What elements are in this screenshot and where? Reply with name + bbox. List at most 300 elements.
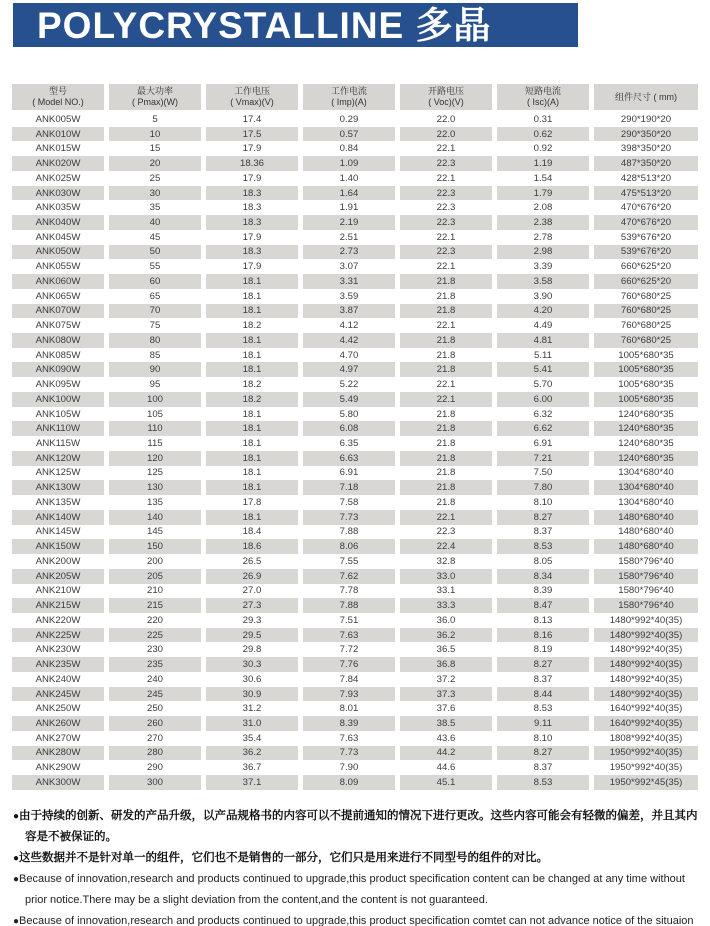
table-cell: 8.27 xyxy=(497,746,589,761)
page-title: POLYCRYSTALLINE 多晶 xyxy=(37,4,492,46)
table-cell: 5 xyxy=(152,113,158,125)
table-cell: 36.8 xyxy=(400,657,492,672)
table-cell: 8.06 xyxy=(303,539,395,554)
table-cell: ANK005W xyxy=(35,113,81,125)
table-row xyxy=(12,510,698,525)
table-cell: 215 xyxy=(109,598,201,613)
table-cell: ANK120W xyxy=(12,451,104,466)
table-cell: 17.5 xyxy=(206,127,298,142)
table-row xyxy=(12,672,698,687)
table-cell: 2.78 xyxy=(533,231,553,243)
table-cell: 1640*992*40(35) xyxy=(609,703,683,715)
table-cell: 37.6 xyxy=(436,703,456,715)
table-cell: 1480*680*40 xyxy=(594,510,698,525)
table-cell: ANK020W xyxy=(12,156,104,171)
table-cell: 8.37 xyxy=(533,526,553,538)
table-cell: 60 xyxy=(109,274,201,289)
table-cell: 18.1 xyxy=(206,304,298,319)
table-cell: 2.98 xyxy=(497,245,589,260)
table-cell: 8.39 xyxy=(303,716,395,731)
table-cell: ANK230W xyxy=(35,644,81,656)
table-cell: 8.10 xyxy=(533,496,553,508)
footnote-zh-1: ●由于持续的创新、研发的产品升级，以产品规格书的内容可以不提前通知的情况下进行更改。这些内容可能会有轻微的偏差，并且其内容是不被保证的。 xyxy=(13,810,698,843)
table-cell: 18.1 xyxy=(242,349,262,361)
table-cell: 21.8 xyxy=(400,451,492,466)
table-cell: 18.1 xyxy=(206,480,298,495)
table-cell: 1480*992*40(35) xyxy=(594,687,698,702)
table-cell: 18.1 xyxy=(242,408,262,420)
table-cell: 40 xyxy=(109,215,201,230)
footnote-en-2: ●Because of innovation,research and products continued to upgrade,this product specification comtet can not advance notice of the situaion xyxy=(13,915,694,926)
table-cell: 20 xyxy=(109,156,201,171)
table-cell: 290*190*20 xyxy=(620,113,672,125)
table-cell: ANK260W xyxy=(12,716,104,731)
table-cell: 1808*992*40(35) xyxy=(609,732,683,744)
table-cell: ANK080W xyxy=(12,333,104,348)
table-cell: 1480*992*40(35) xyxy=(609,644,683,656)
table-row xyxy=(12,436,698,451)
table-cell: 5.22 xyxy=(339,379,359,391)
table-cell: 3.58 xyxy=(497,274,589,289)
table-cell: ANK250W xyxy=(35,703,81,715)
table-cell: 7.63 xyxy=(303,628,395,643)
table-cell: 32.8 xyxy=(436,555,456,567)
table-cell: 18.1 xyxy=(206,421,298,436)
table-cell: 18.3 xyxy=(242,202,262,214)
table-cell: ANK205W xyxy=(12,569,104,584)
table-cell: 22.4 xyxy=(400,539,492,554)
table-cell: 105 xyxy=(146,408,163,420)
bullet-icon: ● xyxy=(13,874,20,885)
table-cell: 290 xyxy=(146,762,163,774)
table-row xyxy=(12,760,698,775)
table-cell: 22.1 xyxy=(400,510,492,525)
bullet-icon: ● xyxy=(13,853,20,864)
table-cell: 7.84 xyxy=(339,673,359,685)
table-cell: 1304*680*40 xyxy=(594,480,698,495)
table-cell: 1480*992*40(35) xyxy=(594,628,698,643)
table-cell: 1240*680*35 xyxy=(594,451,698,466)
table-cell: 22.1 xyxy=(436,261,456,273)
table-cell: 100 xyxy=(109,392,201,407)
col-header-size: 组件尺寸 ( mm) xyxy=(594,84,698,110)
table-cell: 36.5 xyxy=(436,644,456,656)
table-cell: 7.73 xyxy=(303,746,395,761)
table-cell: 125 xyxy=(146,467,163,479)
table-row xyxy=(12,480,698,495)
table-cell: 8.09 xyxy=(303,775,395,790)
table-cell: 6.91 xyxy=(339,467,359,479)
table-cell: ANK070W xyxy=(12,304,104,319)
col-header-model: 型号 ( Model NO.) xyxy=(12,84,104,110)
table-row xyxy=(12,127,698,142)
table-cell: 1.09 xyxy=(303,156,395,171)
table-cell: 7.63 xyxy=(339,732,359,744)
table-row xyxy=(12,598,698,613)
table-row xyxy=(12,746,698,761)
table-cell: 1005*680*35 xyxy=(618,349,674,361)
table-row xyxy=(12,392,698,407)
table-cell: 230 xyxy=(146,644,163,656)
table-cell: 1005*680*35 xyxy=(594,362,698,377)
table-cell: 245 xyxy=(109,687,201,702)
table-cell: 7.51 xyxy=(339,614,359,626)
table-cell: 1240*680*35 xyxy=(594,421,698,436)
table-cell: 1480*680*40 xyxy=(594,539,698,554)
table-cell: 2.51 xyxy=(339,231,359,243)
table-row xyxy=(12,186,698,201)
table-cell: 475*513*20 xyxy=(594,186,698,201)
page-banner xyxy=(13,3,578,47)
table-cell: 22.3 xyxy=(400,215,492,230)
table-cell: 7.78 xyxy=(339,585,359,597)
table-cell: 760*680*25 xyxy=(620,290,672,302)
table-cell: 25 xyxy=(149,172,161,184)
table-cell: 37.1 xyxy=(206,775,298,790)
table-cell: 3.90 xyxy=(533,290,553,302)
table-cell: 31.0 xyxy=(206,716,298,731)
table-cell: 22.3 xyxy=(400,245,492,260)
table-row xyxy=(12,466,698,481)
table-body xyxy=(12,112,698,790)
table-cell: 36.7 xyxy=(242,762,262,774)
table-row xyxy=(12,716,698,731)
table-row xyxy=(12,584,698,599)
table-cell: 1.91 xyxy=(339,202,359,214)
table-cell: 2.19 xyxy=(303,215,395,230)
table-cell: 7.18 xyxy=(303,480,395,495)
table-cell: 260 xyxy=(109,716,201,731)
table-cell: 21.8 xyxy=(400,304,492,319)
table-row xyxy=(12,112,698,127)
table-cell: 50 xyxy=(109,245,201,260)
table-cell: 7.93 xyxy=(303,687,395,702)
table-cell: 29.5 xyxy=(206,628,298,643)
table-cell: 225 xyxy=(109,628,201,643)
table-cell: 36.0 xyxy=(436,614,456,626)
table-cell: 760*680*25 xyxy=(594,333,698,348)
table-cell: 1580*796*40 xyxy=(618,585,674,597)
table-cell: 3.31 xyxy=(303,274,395,289)
table-cell: ANK105W xyxy=(35,408,81,420)
table-row xyxy=(12,642,698,657)
table-cell: ANK060W xyxy=(12,274,104,289)
table-cell: 44.2 xyxy=(400,746,492,761)
table-cell: 22.1 xyxy=(436,379,456,391)
table-cell: 37.3 xyxy=(400,687,492,702)
table-cell: 1240*680*35 xyxy=(618,438,674,450)
table-cell: 29.3 xyxy=(242,614,262,626)
table-cell: 7.80 xyxy=(497,480,589,495)
table-cell: 7.88 xyxy=(339,526,359,538)
table-cell: 22.0 xyxy=(400,127,492,142)
table-cell: 250 xyxy=(146,703,163,715)
table-cell: 205 xyxy=(109,569,201,584)
table-cell: 140 xyxy=(109,510,201,525)
table-cell: 8.44 xyxy=(497,687,589,702)
table-cell: 145 xyxy=(146,526,163,538)
table-cell: 18.3 xyxy=(206,245,298,260)
table-cell: 7.76 xyxy=(303,657,395,672)
table-row xyxy=(12,407,698,422)
col-header-vmax: 工作电压 ( Vmax)(V) xyxy=(206,84,298,110)
table-cell: 8.47 xyxy=(497,598,589,613)
table-cell: 30.9 xyxy=(206,687,298,702)
bullet-icon: ● xyxy=(13,916,20,926)
table-row xyxy=(12,421,698,436)
table-row xyxy=(12,245,698,260)
table-cell: 660*625*20 xyxy=(620,261,672,273)
table-cell: ANK090W xyxy=(12,362,104,377)
table-cell: 8.53 xyxy=(533,703,553,715)
col-header-pmax: 最大功率 ( Pmax)(W) xyxy=(109,84,201,110)
table-cell: 0.84 xyxy=(339,143,359,155)
table-cell: ANK050W xyxy=(12,245,104,260)
table-cell: 22.3 xyxy=(436,202,456,214)
table-cell: 45 xyxy=(149,231,161,243)
table-row xyxy=(12,701,698,716)
table-cell: 5.49 xyxy=(303,392,395,407)
table-cell: 21.8 xyxy=(400,421,492,436)
table-cell: 22.3 xyxy=(436,526,456,538)
table-row xyxy=(12,525,698,540)
table-cell: 2.38 xyxy=(497,215,589,230)
table-row xyxy=(12,554,698,569)
table-cell: 22.3 xyxy=(400,156,492,171)
table-cell: 428*513*20 xyxy=(620,172,672,184)
table-row xyxy=(12,613,698,628)
table-cell: 4.81 xyxy=(497,333,589,348)
table-cell: 398*350*20 xyxy=(620,143,672,155)
table-cell: 75 xyxy=(149,320,161,332)
table-cell: ANK200W xyxy=(35,555,81,567)
table-cell: 55 xyxy=(149,261,161,273)
table-cell: 1304*680*40 xyxy=(618,467,674,479)
table-cell: 18.6 xyxy=(206,539,298,554)
table-cell: 8.37 xyxy=(533,673,553,685)
table-cell: 1240*680*35 xyxy=(618,408,674,420)
table-cell: 21.8 xyxy=(400,274,492,289)
table-cell: 22.1 xyxy=(400,392,492,407)
table-row xyxy=(12,495,698,510)
table-cell: 8.39 xyxy=(533,585,553,597)
table-cell: 760*680*25 xyxy=(620,320,672,332)
table-cell: ANK240W xyxy=(35,673,81,685)
table-cell: 36.2 xyxy=(400,628,492,643)
table-cell: 1480*992*40(35) xyxy=(609,614,683,626)
table-cell: ANK085W xyxy=(35,349,81,361)
table-cell: ANK225W xyxy=(12,628,104,643)
table-cell: 240 xyxy=(146,673,163,685)
table-cell: 6.00 xyxy=(497,392,589,407)
table-cell: 290*350*20 xyxy=(594,127,698,142)
table-cell: ANK215W xyxy=(12,598,104,613)
table-cell: 21.8 xyxy=(436,496,456,508)
table-cell: 6.32 xyxy=(533,408,553,420)
table-cell: 45.1 xyxy=(400,775,492,790)
table-cell: 22.1 xyxy=(436,320,456,332)
table-cell: 22.3 xyxy=(400,186,492,201)
table-cell: 4.42 xyxy=(303,333,395,348)
table-cell: ANK300W xyxy=(12,775,104,790)
table-cell: 150 xyxy=(109,539,201,554)
table-cell: 0.62 xyxy=(497,127,589,142)
table-row xyxy=(12,569,698,584)
table-cell: 1480*680*40 xyxy=(618,526,674,538)
table-cell: 22.1 xyxy=(436,172,456,184)
table-cell: 270 xyxy=(146,732,163,744)
table-cell: ANK110W xyxy=(12,421,104,436)
col-header-imp: 工作电流 ( Imp)(A) xyxy=(303,84,395,110)
table-cell: 26.9 xyxy=(206,569,298,584)
table-cell: 1.40 xyxy=(339,172,359,184)
table-row xyxy=(12,657,698,672)
spec-table xyxy=(12,84,698,790)
table-cell: 280 xyxy=(109,746,201,761)
table-cell: 1480*992*40(35) xyxy=(609,673,683,685)
table-cell: 17.9 xyxy=(242,143,262,155)
table-cell: 33.0 xyxy=(400,569,492,584)
table-cell: 110 xyxy=(109,421,201,436)
table-cell: 7.58 xyxy=(339,496,359,508)
table-cell: 18.1 xyxy=(206,451,298,466)
table-cell: 6.63 xyxy=(303,451,395,466)
table-cell: 1580*796*40 xyxy=(594,598,698,613)
table-row xyxy=(12,171,698,186)
table-cell: 1.79 xyxy=(497,186,589,201)
table-cell: 1580*796*40 xyxy=(594,569,698,584)
table-cell: ANK025W xyxy=(35,172,81,184)
table-cell: 135 xyxy=(146,496,163,508)
table-cell: ANK115W xyxy=(35,438,81,450)
table-cell: 8.53 xyxy=(497,539,589,554)
table-cell: 8.16 xyxy=(497,628,589,643)
table-cell: 5.41 xyxy=(497,362,589,377)
table-cell: 1950*992*40(35) xyxy=(609,762,683,774)
table-cell: 3.39 xyxy=(533,261,553,273)
table-cell: 17.9 xyxy=(242,172,262,184)
table-cell: 30.6 xyxy=(242,673,262,685)
table-cell: 21.8 xyxy=(400,333,492,348)
footnote-en-1: ●Because of innovation,research and products continued to upgrade,this product specification content can be changed at any time without prior notice.There may be a slight deviation from the content,and the content is not guaranteed. xyxy=(13,873,685,906)
table-cell: 4.20 xyxy=(497,304,589,319)
table-cell: 8.27 xyxy=(497,657,589,672)
table-cell: 6.62 xyxy=(497,421,589,436)
table-row xyxy=(12,259,698,274)
table-cell: 470*676*20 xyxy=(594,215,698,230)
table-cell: ANK290W xyxy=(35,762,81,774)
table-cell: 8.27 xyxy=(497,510,589,525)
table-cell: 65 xyxy=(149,290,161,302)
table-cell: 21.8 xyxy=(436,290,456,302)
table-cell: 1.64 xyxy=(303,186,395,201)
table-cell: 235 xyxy=(109,657,201,672)
col-header-isc: 短路电流 ( Isc)(A) xyxy=(497,84,589,110)
table-row xyxy=(12,451,698,466)
table-cell: 21.8 xyxy=(400,362,492,377)
table-cell: 21.8 xyxy=(400,480,492,495)
table-row xyxy=(12,141,698,156)
table-cell: ANK075W xyxy=(35,320,81,332)
table-cell: 539*676*20 xyxy=(594,245,698,260)
table-cell: 18.2 xyxy=(242,320,262,332)
table-cell: 210 xyxy=(146,585,163,597)
table-cell: 120 xyxy=(109,451,201,466)
table-cell: 660*625*20 xyxy=(594,274,698,289)
table-cell: ANK135W xyxy=(35,496,81,508)
table-cell: 0.92 xyxy=(533,143,553,155)
table-row xyxy=(12,304,698,319)
table-cell: 18.1 xyxy=(206,274,298,289)
table-cell: 21.8 xyxy=(436,408,456,420)
table-cell: 18.1 xyxy=(206,333,298,348)
table-cell: 17.8 xyxy=(242,496,262,508)
table-cell: ANK100W xyxy=(12,392,104,407)
table-cell: ANK220W xyxy=(35,614,81,626)
table-cell: 487*350*20 xyxy=(594,156,698,171)
table-cell: 10 xyxy=(109,127,201,142)
table-cell: ANK055W xyxy=(35,261,81,273)
table-cell: 22.0 xyxy=(436,113,456,125)
table-cell: 18.3 xyxy=(206,215,298,230)
table-cell: 7.73 xyxy=(303,510,395,525)
table-cell: 33.1 xyxy=(436,585,456,597)
table-cell: 5.80 xyxy=(339,408,359,420)
table-cell: 18.4 xyxy=(242,526,262,538)
table-cell: 0.57 xyxy=(303,127,395,142)
table-cell: 22.1 xyxy=(436,143,456,155)
table-cell: 1.19 xyxy=(497,156,589,171)
footnote-zh-2: ●这些数据并不是针对单一的组件，它们也不是销售的一部分，它们只是用来进行不同型号的组件的对比。 xyxy=(13,852,549,864)
table-cell: 1.54 xyxy=(533,172,553,184)
table-cell: 27.0 xyxy=(242,585,262,597)
table-row xyxy=(12,539,698,554)
table-row xyxy=(12,687,698,702)
table-cell: ANK140W xyxy=(12,510,104,525)
table-cell: 37.2 xyxy=(436,673,456,685)
table-cell: 18.1 xyxy=(206,362,298,377)
table-cell: 4.70 xyxy=(339,349,359,361)
table-cell: 7.72 xyxy=(339,644,359,656)
table-cell: 30 xyxy=(109,186,201,201)
table-cell: 7.55 xyxy=(339,555,359,567)
table-cell: 0.31 xyxy=(533,113,553,125)
table-row xyxy=(12,377,698,392)
table-cell: 1950*992*45(35) xyxy=(594,775,698,790)
table-cell: 7.50 xyxy=(533,467,553,479)
table-cell: 21.8 xyxy=(436,349,456,361)
table-row xyxy=(12,362,698,377)
table-cell: 1950*992*40(35) xyxy=(594,746,698,761)
table-cell: 300 xyxy=(109,775,201,790)
table-cell: 200 xyxy=(146,555,163,567)
table-cell: 5.70 xyxy=(533,379,553,391)
table-cell: 18.2 xyxy=(206,392,298,407)
table-cell: 4.97 xyxy=(303,362,395,377)
table-cell: 31.2 xyxy=(242,703,262,715)
table-cell: 30.3 xyxy=(206,657,298,672)
table-cell: 0.29 xyxy=(339,113,359,125)
table-cell: 8.13 xyxy=(533,614,553,626)
table-cell: 7.88 xyxy=(303,598,395,613)
table-cell: ANK065W xyxy=(35,290,81,302)
table-cell: 7.21 xyxy=(497,451,589,466)
table-cell: 18.1 xyxy=(242,467,262,479)
table-cell: ANK040W xyxy=(12,215,104,230)
table-cell: ANK280W xyxy=(12,746,104,761)
table-cell: 1304*680*40 xyxy=(618,496,674,508)
table-header-row xyxy=(12,84,698,110)
